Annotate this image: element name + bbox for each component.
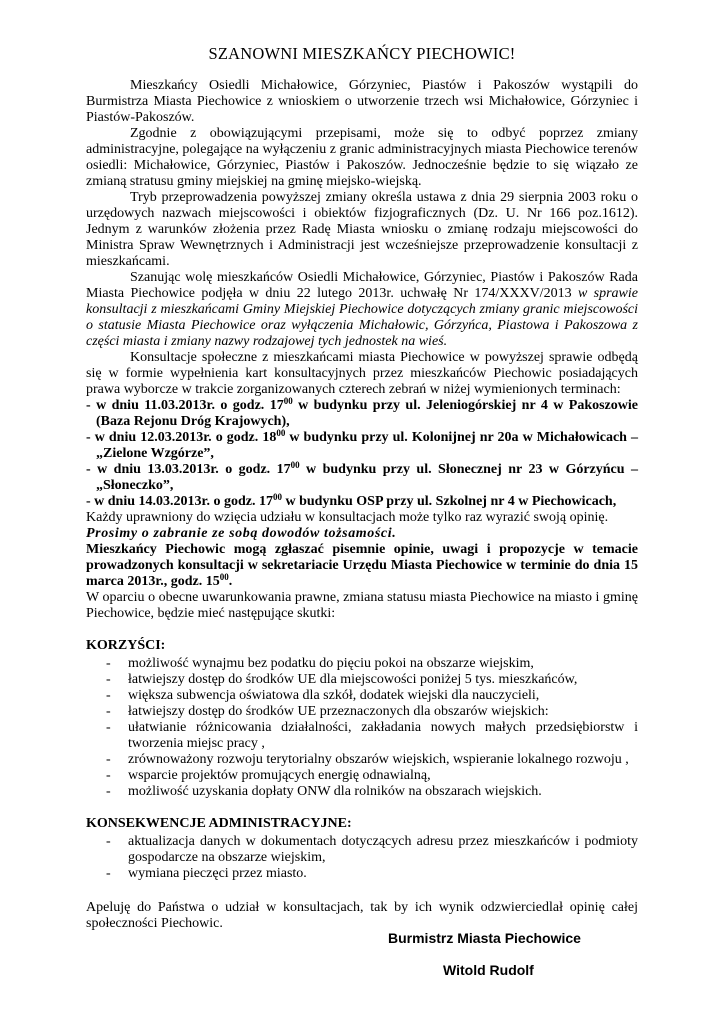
list-item: - możliwość wynajmu bez podatku do pięciu pokoi na obszarze wiejskim, [106,656,638,672]
closing-appeal: Apeluję do Państwa o udział w konsultacjach, tak by ich wynik odzwierciedlał opinię całej społeczności Piechowic. [86,900,638,931]
list-item: - możliwość uzyskania dopłaty ONW dla rolników na obszarach wiejskich. [106,784,638,800]
meeting-item: - w dniu 14.03.2013r. o godz. $17^{00}$ w budynku OSP przy ul. Szkolnej nr 4 w Piechowicach, [86,492,617,509]
list-item: - większa subwencja oświatowa dla szkół, dodatek wiejski dla nauczycieli, [106,688,638,704]
admin-heading: KONSEKWENCJE ADMINISTRACYJNE: [86,816,352,831]
meeting-item: - w dniu 12.03.2013r. o godz. $18^{00}$ w budynku przy ul. Kolonijnej nr 20a w Michałowicach – „Zielone Wzgórze”, [86,428,639,461]
consequences-intro: W oparciu o obecne uwarunkowania prawne, zmiana statusu miasta Piechowice na miasto i gminę Piechowice, będzie mieć następujące skutki: [86,590,638,621]
resolution-title: w sprawie konsultacji z mieszkańcami Gminy Miejskiej Piechowice dotyczących zmiany granic miejscowości o statusie Miasta Piechowice oraz wyłączenia Michałowic, Górzyńca, Piastowa i Pakoszowa z części miasta i zmiany nazwy rodzajowej tych jednostek na wieś. [86,286,638,349]
meeting-item: - w dniu 11.03.2013r. o godz. $17^{00}$ w budynku przy ul. Jeleniogórskiej nr 4 w Pakoszowie (Baza Rejonu Dróg Krajowych), [86,396,638,429]
paragraph-resolution [86,270,638,350]
benefits-heading: KORZYŚCI: [86,638,166,653]
list-item: - ułatwianie różnicowania działalności, zakładania nowych małych przedsiębiorstw i tworzenia miejsc pracy , [106,720,638,752]
submission-note: Mieszkańcy Piechowic mogą zgłaszać pisemnie opinie, uwagi i propozycje w temacie prowadzonych konsultacji w sekretariacie Urzędu Miasta Piechowice w terminie do dnia 15 marca 2013r., godz. $15^{00}$. [86,542,638,589]
paragraph-request: Mieszkańcy Osiedli Michałowice, Górzyniec, Piastów i Pakoszów wystąpili do Burmistrza Miasta Piechowice z wnioskiem o utworzenie trzech wsi Michałowice, Górzyniec i Piastów-Pakoszów. [86,78,638,125]
list-item: - wsparcie projektów promujących energię odnawialną, [106,768,638,784]
paragraph-legal-basis: Zgodnie z obowiązującymi przepisami, może się to odbyć poprzez zmiany administracyjne, polegające na wyłączeniu z granic administracyjnych miasta Piechowice terenów osiedli: Michałowice, Górzyniec, Piastów i Pakoszów. Jednocześnie będzie to się wiązało ze zmianą stratusu gminy miejskiej na gminę miejsko-wiejską. [86,126,638,189]
paragraph-consultation: Konsultacje społeczne z mieszkańcami miasta Piechowice w powyższej sprawie odbędą się w formie wypełnienia kart konsultacyjnych przez mieszkańców Piechowic posiadających prawa wyborcze w trakcie zorganizowanych czterech zebrań w niżej wymienionych terminach: [86,350,638,397]
eligibility-note: Każdy uprawniony do wzięcia udziału w konsultacjach może tylko raz wyrazić swoją opinię. [86,510,609,525]
benefits-list [86,656,638,800]
list-item: - zrównoważony rozwoju terytorialny obszarów wiejskich, wspieranie lokalnego rozwoju , [106,752,638,768]
list-item: - wymiana pieczęci przez miasto. [106,866,638,882]
resolution-text: Szanując wolę mieszkańców Osiedli Michałowice, Górzyniec, Piastów i Pakoszów Rada Miasta Piechowice podjęła w dniu 22 lutego 2013r. uchwałę Nr 174/XXXV/2013 [86,270,638,301]
signature-office: Burmistrz Miasta Piechowice [388,930,581,946]
meetings-list [86,398,638,510]
list-item: - łatwiejszy dostęp do środków UE dla miejscowości poniżej 5 tys. mieszkańców, [106,672,638,688]
document-page [86,44,638,932]
list-item: - łatwiejszy dostęp do środków UE przeznaczonych dla obszarów wiejskich: [106,704,638,720]
page-title: SZANOWNI MIESZKAŃCY PIECHOWIC! [208,44,516,63]
signature-name: Witold Rudolf [443,962,534,978]
paragraph-procedure: Tryb przeprowadzenia powyższej zmiany określa ustawa z dnia 29 sierpnia 2003 roku o urzędowych nazwach miejscowości i obiektów fizjograficznych (Dz. U. Nr 166 poz.1612). Jednym z warunków złożenia przez Radę Miasta wniosku o zmianę rodzaju miejscowości do Ministra Spraw Wewnętrznych i Administracji jest wcześniejsze przeprowadzenie konsultacji z mieszkańcami. [86,190,638,269]
id-request: Prosimy o zabranie ze sobą dowodów tożsamości. [86,526,397,541]
meeting-item: - w dniu 13.03.2013r. o godz. $17^{00}$ w budynku przy ul. Słonecznej nr 23 w Górzyńcu – „Słoneczko”, [86,460,638,493]
admin-list [86,834,638,882]
list-item: - aktualizacja danych w dokumentach dotyczących adresu przez mieszkańców i podmioty gospodarcze na obszarze wiejskim, [106,834,638,866]
